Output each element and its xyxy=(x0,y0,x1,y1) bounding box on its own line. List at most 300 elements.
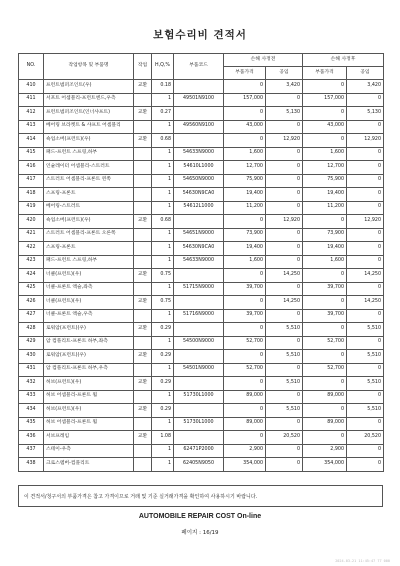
page-number: 페이지 : 16/19 xyxy=(181,530,219,536)
row-part-price: 157,000 xyxy=(224,93,266,107)
row-code: 51716N9000 xyxy=(174,309,224,323)
row-part-price-post: 0 xyxy=(303,80,347,94)
row-item: 허브 어셈블리-프론트 휠 xyxy=(44,417,134,431)
row-labor-post: 0 xyxy=(347,174,384,188)
table-row xyxy=(19,350,384,364)
row-work: 교환 xyxy=(134,377,152,391)
row-work: 교환 xyxy=(134,80,152,94)
row-hqty: 1 xyxy=(152,228,174,242)
row-code: 54633N9000 xyxy=(174,147,224,161)
row-hqty: 0.29 xyxy=(152,350,174,364)
row-code xyxy=(174,296,224,310)
row-part-price-post: 1,600 xyxy=(303,255,347,269)
row-item: 프런트범퍼조인트(우) xyxy=(44,80,134,94)
row-labor: 12,920 xyxy=(266,134,303,148)
row-no: 422 xyxy=(19,242,44,256)
row-labor: 0 xyxy=(266,242,303,256)
row-code: 54633N9000 xyxy=(174,255,224,269)
row-work xyxy=(134,93,152,107)
row-part-price: 0 xyxy=(224,431,266,445)
row-no: 434 xyxy=(19,404,44,418)
row-labor: 0 xyxy=(266,458,303,472)
table-body xyxy=(19,80,384,472)
row-work xyxy=(134,390,152,404)
price-notice-text: 이 견적서/청구서의 부품가격은 참고 가격이므로 거래 및 기준 실거래가격을 확인하여 사용하시기 바랍니다. xyxy=(24,493,258,500)
row-part-price: 52,700 xyxy=(224,363,266,377)
table-row xyxy=(19,269,384,283)
row-part-price: 12,700 xyxy=(224,161,266,175)
row-item: 허브(프런트)(우) xyxy=(44,404,134,418)
row-hqty: 0.18 xyxy=(152,80,174,94)
row-part-price-post: 2,900 xyxy=(303,444,347,458)
row-labor-post: 0 xyxy=(347,363,384,377)
row-code xyxy=(174,80,224,94)
row-no: 415 xyxy=(19,147,44,161)
row-item: 크로스멤버-컴플리트 xyxy=(44,458,134,472)
row-no: 436 xyxy=(19,431,44,445)
row-labor: 5,510 xyxy=(266,404,303,418)
table-row xyxy=(19,242,384,256)
row-work xyxy=(134,417,152,431)
row-work xyxy=(134,309,152,323)
row-part-price: 52,700 xyxy=(224,336,266,350)
row-hqty: 1 xyxy=(152,120,174,134)
table-row xyxy=(19,431,384,445)
row-labor-post: 0 xyxy=(347,228,384,242)
row-part-price: 0 xyxy=(224,296,266,310)
row-part-price: 2,900 xyxy=(224,444,266,458)
header-labor-post: 공임 xyxy=(347,67,384,80)
row-item: 암 컴플리트-프론트 하부,우측 xyxy=(44,363,134,377)
row-part-price: 19,400 xyxy=(224,242,266,256)
row-item: 스프링-프론트 xyxy=(44,242,134,256)
row-labor: 0 xyxy=(266,174,303,188)
row-no: 417 xyxy=(19,174,44,188)
row-labor: 20,520 xyxy=(266,431,303,445)
row-part-price-post: 39,700 xyxy=(303,309,347,323)
row-code: 62471P2000 xyxy=(174,444,224,458)
row-part-price: 39,700 xyxy=(224,282,266,296)
row-labor: 0 xyxy=(266,161,303,175)
row-labor: 0 xyxy=(266,201,303,215)
header-labor: 공임 xyxy=(266,67,303,80)
row-hqty: 0.75 xyxy=(152,296,174,310)
row-code: 49501N9100 xyxy=(174,93,224,107)
row-code xyxy=(174,404,224,418)
row-part-price: 0 xyxy=(224,377,266,391)
row-part-price: 0 xyxy=(224,215,266,229)
table-row xyxy=(19,120,384,134)
row-part-price: 75,900 xyxy=(224,174,266,188)
row-labor: 0 xyxy=(266,93,303,107)
row-labor: 5,130 xyxy=(266,107,303,121)
row-work xyxy=(134,188,152,202)
row-labor: 14,250 xyxy=(266,269,303,283)
row-item: 로워암(프런트)(우) xyxy=(44,350,134,364)
row-part-price-post: 19,400 xyxy=(303,242,347,256)
row-part-price-post: 0 xyxy=(303,134,347,148)
row-no: 426 xyxy=(19,296,44,310)
row-no: 424 xyxy=(19,269,44,283)
row-labor: 0 xyxy=(266,336,303,350)
row-labor: 14,250 xyxy=(266,296,303,310)
table-row xyxy=(19,296,384,310)
row-no: 428 xyxy=(19,323,44,337)
table-row xyxy=(19,323,384,337)
row-work: 교환 xyxy=(134,107,152,121)
row-part-price-post: 11,200 xyxy=(303,201,347,215)
row-no: 413 xyxy=(19,120,44,134)
table-row xyxy=(19,215,384,229)
row-part-price-post: 52,700 xyxy=(303,363,347,377)
row-work: 교환 xyxy=(134,296,152,310)
row-labor-post: 12,920 xyxy=(347,134,384,148)
row-part-price: 89,000 xyxy=(224,417,266,431)
row-item: 쇽업소버(프런트)(우) xyxy=(44,134,134,148)
row-labor: 0 xyxy=(266,444,303,458)
row-item: 베어링-스트러트 xyxy=(44,201,134,215)
row-code: 54610L1000 xyxy=(174,161,224,175)
row-labor: 5,510 xyxy=(266,323,303,337)
row-no: 429 xyxy=(19,336,44,350)
row-item: 패드-프런트 스프링,하부 xyxy=(44,255,134,269)
table-row xyxy=(19,282,384,296)
row-part-price-post: 0 xyxy=(303,404,347,418)
row-item: 너클-프론트 액슬,좌측 xyxy=(44,282,134,296)
row-labor: 0 xyxy=(266,147,303,161)
row-labor-post: 0 xyxy=(347,255,384,269)
row-labor: 0 xyxy=(266,228,303,242)
row-no: 432 xyxy=(19,377,44,391)
row-labor-post: 0 xyxy=(347,201,384,215)
header-no: NO. xyxy=(19,54,44,80)
row-no: 438 xyxy=(19,458,44,472)
table-row xyxy=(19,80,384,94)
row-work xyxy=(134,255,152,269)
row-code: 51730L1000 xyxy=(174,417,224,431)
table-row xyxy=(19,363,384,377)
row-labor-post: 14,250 xyxy=(347,269,384,283)
row-no: 420 xyxy=(19,215,44,229)
row-labor-post: 5,130 xyxy=(347,107,384,121)
table-row xyxy=(19,377,384,391)
row-labor: 5,510 xyxy=(266,350,303,364)
row-labor: 0 xyxy=(266,390,303,404)
row-no: 416 xyxy=(19,161,44,175)
row-item: 스테이-우측 xyxy=(44,444,134,458)
row-hqty: 1 xyxy=(152,309,174,323)
row-labor: 5,510 xyxy=(266,377,303,391)
row-part-price-post: 75,900 xyxy=(303,174,347,188)
estimate-table xyxy=(18,53,384,472)
row-hqty: 1 xyxy=(152,188,174,202)
table-row xyxy=(19,309,384,323)
row-labor-post: 0 xyxy=(347,444,384,458)
row-no: 427 xyxy=(19,309,44,323)
row-labor-post: 20,520 xyxy=(347,431,384,445)
row-work xyxy=(134,120,152,134)
table-row xyxy=(19,404,384,418)
row-hqty: 1 xyxy=(152,161,174,175)
row-item: 스트러트 어셈블리-프론트 오른쪽 xyxy=(44,228,134,242)
row-part-price-post: 157,000 xyxy=(303,93,347,107)
row-item: 베어링 브라켓트 & 샤프트 어셈블리 xyxy=(44,120,134,134)
row-labor-post: 12,920 xyxy=(347,215,384,229)
row-hqty: 0.27 xyxy=(152,107,174,121)
row-part-price: 0 xyxy=(224,107,266,121)
row-code: 54630N9CA0 xyxy=(174,242,224,256)
row-labor-post: 0 xyxy=(347,147,384,161)
row-labor: 0 xyxy=(266,309,303,323)
row-labor-post: 14,250 xyxy=(347,296,384,310)
row-part-price-post: 73,900 xyxy=(303,228,347,242)
row-hqty: 0.29 xyxy=(152,404,174,418)
row-work xyxy=(134,242,152,256)
table-row xyxy=(19,390,384,404)
row-work xyxy=(134,336,152,350)
row-work: 교환 xyxy=(134,134,152,148)
row-part-price: 39,700 xyxy=(224,309,266,323)
table-row xyxy=(19,188,384,202)
row-labor-post: 5,510 xyxy=(347,404,384,418)
row-code: 62405N9050 xyxy=(174,458,224,472)
row-part-price-post: 0 xyxy=(303,296,347,310)
row-labor-post: 0 xyxy=(347,336,384,350)
row-work: 교환 xyxy=(134,350,152,364)
row-code xyxy=(174,350,224,364)
row-labor: 0 xyxy=(266,120,303,134)
row-part-price: 43,000 xyxy=(224,120,266,134)
row-code: 54650N9000 xyxy=(174,174,224,188)
row-labor: 0 xyxy=(266,363,303,377)
row-no: 419 xyxy=(19,201,44,215)
row-no: 433 xyxy=(19,390,44,404)
row-code xyxy=(174,323,224,337)
row-part-price-post: 0 xyxy=(303,431,347,445)
row-labor-post: 0 xyxy=(347,120,384,134)
row-item: 스트러트 어셈블리-프론트 왼쪽 xyxy=(44,174,134,188)
row-labor-post: 5,510 xyxy=(347,323,384,337)
row-labor-post: 0 xyxy=(347,93,384,107)
header-part-price: 부품가격 xyxy=(224,67,266,80)
table-row xyxy=(19,255,384,269)
row-work: 교환 xyxy=(134,323,152,337)
table-row xyxy=(19,174,384,188)
table-row xyxy=(19,201,384,215)
header-code: 부품코드 xyxy=(174,54,224,80)
row-code xyxy=(174,431,224,445)
row-work xyxy=(134,363,152,377)
row-part-price-post: 354,000 xyxy=(303,458,347,472)
row-no: 414 xyxy=(19,134,44,148)
header-item: 작업항목 및 부품명 xyxy=(44,54,134,80)
row-no: 431 xyxy=(19,363,44,377)
header-post-assessment: 손해 사정후 xyxy=(303,54,384,67)
row-no: 418 xyxy=(19,188,44,202)
row-labor: 12,920 xyxy=(266,215,303,229)
row-code: 54651N9000 xyxy=(174,228,224,242)
row-item: 허브 어셈블리-프론트 휠 xyxy=(44,390,134,404)
header-part-price-post: 부품가격 xyxy=(303,67,347,80)
row-work: 교환 xyxy=(134,269,152,283)
row-part-price: 0 xyxy=(224,269,266,283)
table-row xyxy=(19,444,384,458)
row-part-price: 0 xyxy=(224,350,266,364)
row-item: 쇽업소버(프런트)(우) xyxy=(44,215,134,229)
row-part-price: 1,600 xyxy=(224,147,266,161)
header-hqty: H,Q,% xyxy=(152,54,174,80)
row-part-price: 354,000 xyxy=(224,458,266,472)
row-part-price: 0 xyxy=(224,323,266,337)
row-labor: 3,420 xyxy=(266,80,303,94)
row-hqty: 1 xyxy=(152,363,174,377)
row-part-price-post: 0 xyxy=(303,269,347,283)
row-hqty: 1 xyxy=(152,417,174,431)
row-no: 425 xyxy=(19,282,44,296)
row-part-price-post: 19,400 xyxy=(303,188,347,202)
print-stamp: 2024-03-21 11:45:47 77 000 xyxy=(335,559,390,563)
row-code xyxy=(174,107,224,121)
row-part-price-post: 12,700 xyxy=(303,161,347,175)
row-item: 인슐레이터 어셈블리-스트러트 xyxy=(44,161,134,175)
row-item: 너클(프런트)(우) xyxy=(44,269,134,283)
row-code: 51730L1000 xyxy=(174,390,224,404)
row-labor: 0 xyxy=(266,188,303,202)
row-part-price-post: 0 xyxy=(303,107,347,121)
row-work: 교환 xyxy=(134,404,152,418)
row-item: 서브프레임 xyxy=(44,431,134,445)
row-part-price-post: 0 xyxy=(303,350,347,364)
row-item: 프런트범퍼조인트(인너샤프트) xyxy=(44,107,134,121)
row-part-price-post: 89,000 xyxy=(303,417,347,431)
row-no: 437 xyxy=(19,444,44,458)
row-hqty: 1 xyxy=(152,458,174,472)
row-work xyxy=(134,444,152,458)
row-labor-post: 3,420 xyxy=(347,80,384,94)
row-hqty: 0.75 xyxy=(152,269,174,283)
table-row xyxy=(19,336,384,350)
row-labor: 0 xyxy=(266,417,303,431)
row-part-price-post: 52,700 xyxy=(303,336,347,350)
row-part-price: 0 xyxy=(224,80,266,94)
row-hqty: 0.29 xyxy=(152,323,174,337)
row-hqty: 1.08 xyxy=(152,431,174,445)
row-hqty: 0.68 xyxy=(152,134,174,148)
row-labor-post: 0 xyxy=(347,242,384,256)
table-row xyxy=(19,458,384,472)
row-hqty: 1 xyxy=(152,336,174,350)
table-row xyxy=(19,417,384,431)
row-work xyxy=(134,458,152,472)
row-work xyxy=(134,147,152,161)
row-hqty: 1 xyxy=(152,174,174,188)
row-item: 스프링-프론트 xyxy=(44,188,134,202)
row-hqty: 0.68 xyxy=(152,215,174,229)
row-work xyxy=(134,228,152,242)
row-labor-post: 0 xyxy=(347,390,384,404)
row-part-price-post: 43,000 xyxy=(303,120,347,134)
row-part-price: 19,400 xyxy=(224,188,266,202)
row-code xyxy=(174,134,224,148)
row-hqty: 1 xyxy=(152,201,174,215)
row-labor-post: 5,510 xyxy=(347,377,384,391)
row-work xyxy=(134,161,152,175)
row-code xyxy=(174,215,224,229)
row-hqty: 1 xyxy=(152,242,174,256)
row-code: 54500N9000 xyxy=(174,336,224,350)
footer-title: AUTOMOBILE REPAIR COST On-line xyxy=(138,513,262,520)
table-row xyxy=(19,161,384,175)
row-labor-post: 5,510 xyxy=(347,350,384,364)
row-no: 435 xyxy=(19,417,44,431)
row-item: 너클-프론트 액슬,우측 xyxy=(44,309,134,323)
row-work: 교환 xyxy=(134,215,152,229)
row-labor-post: 0 xyxy=(347,188,384,202)
row-hqty: 1 xyxy=(152,147,174,161)
row-item: 로워암(프런트)(우) xyxy=(44,323,134,337)
row-no: 421 xyxy=(19,228,44,242)
row-part-price: 0 xyxy=(224,134,266,148)
row-part-price: 11,200 xyxy=(224,201,266,215)
row-code: 51715N9000 xyxy=(174,282,224,296)
table-row xyxy=(19,93,384,107)
row-no: 412 xyxy=(19,107,44,121)
row-item: 너클(프런트)(우) xyxy=(44,296,134,310)
table-header-row-top xyxy=(19,54,384,67)
row-no: 410 xyxy=(19,80,44,94)
row-work: 교환 xyxy=(134,431,152,445)
row-labor-post: 0 xyxy=(347,161,384,175)
table-row xyxy=(19,228,384,242)
row-code xyxy=(174,269,224,283)
row-part-price: 73,900 xyxy=(224,228,266,242)
row-hqty: 1 xyxy=(152,390,174,404)
row-part-price-post: 0 xyxy=(303,215,347,229)
row-hqty: 1 xyxy=(152,255,174,269)
row-code: 54630N9CA0 xyxy=(174,188,224,202)
row-part-price-post: 1,600 xyxy=(303,147,347,161)
row-part-price-post: 0 xyxy=(303,377,347,391)
row-part-price-post: 89,000 xyxy=(303,390,347,404)
row-hqty: 1 xyxy=(152,282,174,296)
table-row xyxy=(19,134,384,148)
row-labor-post: 0 xyxy=(347,417,384,431)
row-item: 서포트 어셈블리-프런트엔드,우측 xyxy=(44,93,134,107)
table-row xyxy=(19,147,384,161)
row-no: 430 xyxy=(19,350,44,364)
row-labor: 0 xyxy=(266,282,303,296)
row-hqty: 1 xyxy=(152,444,174,458)
row-item: 허브(프런트)(우) xyxy=(44,377,134,391)
document-title: 보험수리비 견적서 xyxy=(153,29,247,41)
row-code: 54501N9000 xyxy=(174,363,224,377)
row-part-price: 1,600 xyxy=(224,255,266,269)
row-item: 암 컴플리트-프론트 하부,좌측 xyxy=(44,336,134,350)
row-labor-post: 0 xyxy=(347,309,384,323)
row-code: 54612L1000 xyxy=(174,201,224,215)
row-work xyxy=(134,174,152,188)
row-no: 411 xyxy=(19,93,44,107)
row-part-price-post: 39,700 xyxy=(303,282,347,296)
row-code xyxy=(174,377,224,391)
row-work xyxy=(134,282,152,296)
row-labor: 0 xyxy=(266,255,303,269)
row-hqty: 0.29 xyxy=(152,377,174,391)
row-hqty: 1 xyxy=(152,93,174,107)
header-work: 작업 xyxy=(134,54,152,80)
price-notice xyxy=(18,485,383,507)
row-code: 49560N9100 xyxy=(174,120,224,134)
